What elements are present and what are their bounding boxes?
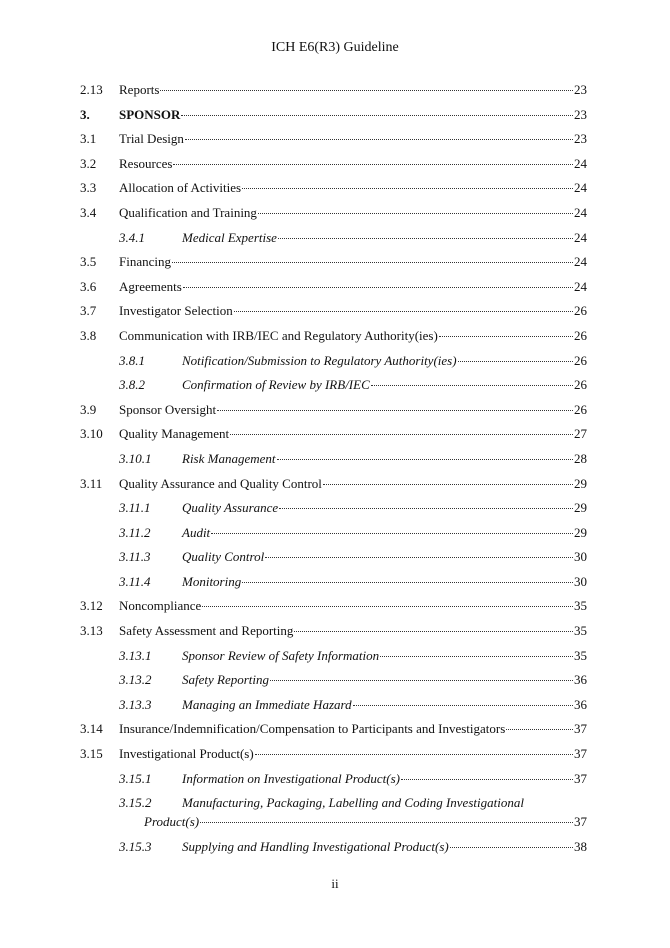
toc-entry-number: 3.12 bbox=[80, 598, 103, 614]
toc-entry-page: 26 bbox=[574, 352, 587, 368]
toc-entry-page: 36 bbox=[574, 696, 587, 712]
dot-leader bbox=[160, 90, 573, 91]
toc-entry-page: 37 bbox=[574, 770, 587, 786]
toc-entry-page: 24 bbox=[574, 229, 587, 245]
toc-entry[interactable] bbox=[0, 78, 670, 103]
toc-entry[interactable] bbox=[0, 835, 670, 860]
toc-entry[interactable] bbox=[0, 324, 670, 349]
toc-entry[interactable] bbox=[0, 398, 670, 423]
dot-leader bbox=[401, 779, 573, 780]
toc-entry-number: 3.11.4 bbox=[119, 573, 151, 589]
toc-entry-number: 3. bbox=[80, 106, 90, 122]
toc-entry-title: Sponsor Oversight bbox=[119, 401, 217, 417]
toc-entry-page: 24 bbox=[574, 155, 587, 171]
toc-entry-page: 29 bbox=[574, 524, 587, 540]
toc-entry-title: Noncompliance bbox=[119, 598, 202, 614]
toc-entry[interactable] bbox=[0, 742, 670, 767]
toc-entry-page: 26 bbox=[574, 327, 587, 343]
toc-entry-page: 24 bbox=[574, 204, 587, 220]
toc-entry-number: 3.4.1 bbox=[119, 229, 145, 245]
dot-leader bbox=[458, 361, 573, 362]
dot-leader bbox=[279, 508, 573, 509]
toc-entry-number: 3.15.3 bbox=[119, 839, 152, 855]
dot-leader bbox=[183, 287, 573, 288]
dot-leader bbox=[234, 311, 573, 312]
dot-leader bbox=[185, 139, 573, 140]
toc-entry-title: Notification/Submission to Regulatory Authority(ies) bbox=[182, 352, 457, 368]
toc-entry-page: 35 bbox=[574, 598, 587, 614]
toc-entry-page: 30 bbox=[574, 573, 587, 589]
toc-entry[interactable] bbox=[0, 545, 670, 570]
toc-entry-title: Quality Control bbox=[182, 549, 265, 565]
toc-entry-title: Safety Assessment and Reporting bbox=[119, 623, 294, 639]
toc-entry-number: 3.13 bbox=[80, 623, 103, 639]
dot-leader bbox=[258, 213, 573, 214]
toc-entry-title: Trial Design bbox=[119, 131, 184, 147]
toc-entry-title: Reports bbox=[119, 82, 160, 97]
toc-entry[interactable] bbox=[0, 767, 670, 792]
toc-entry[interactable] bbox=[0, 472, 670, 497]
toc-entry-number: 3.7 bbox=[80, 303, 97, 319]
toc-entry-page: 29 bbox=[574, 475, 587, 491]
toc-entry-number: 3.11.1 bbox=[119, 500, 151, 516]
toc-entry-title: Resources bbox=[119, 155, 173, 171]
toc-entry-page: 28 bbox=[574, 450, 587, 466]
toc-entry-number: 3.15 bbox=[80, 746, 103, 762]
toc-entry-page: 24 bbox=[574, 254, 587, 270]
toc-entry-page: 26 bbox=[574, 303, 587, 319]
toc-entry-page: 24 bbox=[574, 180, 587, 196]
toc-entry-number: 3.11.2 bbox=[119, 524, 151, 540]
toc-entry-page: 27 bbox=[574, 426, 587, 442]
toc-entry-page: 38 bbox=[574, 839, 587, 855]
toc-entry-number: 3.9 bbox=[80, 401, 97, 417]
page-number: ii bbox=[331, 876, 339, 891]
dot-leader bbox=[230, 434, 573, 435]
toc-entry-page: 37 bbox=[574, 746, 587, 762]
dot-leader bbox=[294, 631, 573, 632]
toc-entry[interactable] bbox=[0, 644, 670, 669]
toc-entry-page: 35 bbox=[574, 623, 587, 639]
toc-entry[interactable] bbox=[0, 422, 670, 447]
toc-entry[interactable] bbox=[0, 299, 670, 324]
toc-entry-title: Supplying and Handling Investigational Product(s) bbox=[182, 839, 449, 855]
toc-entry-title: Confirmation of Review by IRB/IEC bbox=[182, 377, 370, 393]
toc-entry-title: Investigational Product(s) bbox=[119, 746, 254, 762]
toc-entry[interactable] bbox=[0, 594, 670, 619]
toc-entry[interactable] bbox=[0, 103, 670, 128]
toc-entry-title: Investigator Selection bbox=[119, 303, 233, 319]
toc-entry-title: Quality Management bbox=[119, 426, 230, 442]
toc-entry-title: Quality Assurance bbox=[182, 500, 279, 516]
toc-entry-title: Qualification and Training bbox=[119, 204, 257, 220]
toc-entry-number: 3.3 bbox=[80, 180, 97, 196]
toc-entry-page: 37 bbox=[574, 814, 587, 830]
toc-entry-number: 3.11 bbox=[80, 475, 103, 491]
dot-leader bbox=[353, 705, 573, 706]
toc-entry[interactable] bbox=[0, 250, 670, 275]
dot-leader bbox=[181, 115, 573, 116]
toc-entry-title: Safety Reporting bbox=[182, 672, 270, 688]
dot-leader bbox=[242, 188, 573, 189]
dot-leader bbox=[173, 164, 573, 165]
toc-entry-number: 3.13.1 bbox=[119, 647, 152, 663]
dot-leader bbox=[323, 484, 573, 485]
dot-leader bbox=[172, 262, 573, 263]
dot-leader bbox=[217, 410, 573, 411]
toc-entry-number: 3.6 bbox=[80, 278, 97, 294]
toc-entry-title: Manufacturing, Packaging, Labelling and Coding Investigational bbox=[182, 795, 524, 811]
toc-entry[interactable] bbox=[0, 668, 670, 693]
toc-entry[interactable] bbox=[0, 693, 670, 718]
dot-leader bbox=[380, 656, 573, 657]
toc-entry-title: Insurance/Indemnification/Compensation to Participants and Investigators bbox=[119, 721, 506, 737]
toc-entry-page: 35 bbox=[574, 647, 587, 663]
toc-entry-title: Audit bbox=[182, 524, 211, 540]
dot-leader bbox=[202, 606, 573, 607]
dot-leader bbox=[255, 754, 573, 755]
toc-entry-number: 3.8.1 bbox=[119, 352, 145, 368]
toc-entry[interactable] bbox=[0, 619, 670, 644]
toc-entry-number: 2.13 bbox=[80, 82, 103, 97]
toc-entry-page: 23 bbox=[574, 106, 587, 122]
toc-entry[interactable] bbox=[0, 176, 670, 201]
dot-leader bbox=[450, 847, 573, 848]
dot-leader bbox=[506, 729, 573, 730]
toc-entry-page: 26 bbox=[574, 401, 587, 417]
toc-entry-title: Monitoring bbox=[182, 573, 242, 589]
toc-entry-number: 3.10.1 bbox=[119, 450, 152, 466]
dot-leader bbox=[242, 582, 573, 583]
toc-entry-page: 24 bbox=[574, 278, 587, 294]
toc-entry-page: 30 bbox=[574, 549, 587, 565]
toc-entry[interactable] bbox=[0, 496, 670, 521]
toc-entry-page: 29 bbox=[574, 500, 587, 516]
toc-entry-title: Information on Investigational Product(s) bbox=[182, 770, 400, 786]
toc-entry-title: Agreements bbox=[119, 278, 182, 294]
toc-entry[interactable] bbox=[0, 570, 670, 595]
toc-entry[interactable] bbox=[0, 201, 670, 226]
toc-entry-page: 26 bbox=[574, 377, 587, 393]
toc-entry-number: 3.13.2 bbox=[119, 672, 152, 688]
dot-leader bbox=[278, 238, 573, 239]
toc-entry-number: 3.2 bbox=[80, 155, 97, 171]
toc-entry-page: 23 bbox=[574, 82, 587, 97]
page-header: ICH E6(R3) Guideline bbox=[271, 40, 399, 55]
dot-leader bbox=[211, 533, 573, 534]
toc-entry[interactable] bbox=[0, 791, 670, 835]
toc-entry-title: Managing an Immediate Hazard bbox=[182, 696, 352, 712]
toc-entry[interactable] bbox=[0, 127, 670, 152]
toc-entry-title: Allocation of Activities bbox=[119, 180, 242, 196]
toc-entry-number: 3.8 bbox=[80, 327, 97, 343]
toc-entry-title: Medical Expertise bbox=[182, 229, 277, 245]
toc-entry-title-continued: Product(s) bbox=[144, 814, 200, 830]
toc-entry[interactable] bbox=[0, 521, 670, 546]
dot-leader bbox=[265, 557, 573, 558]
dot-leader bbox=[270, 680, 573, 681]
toc-entry-page: 37 bbox=[574, 721, 587, 737]
toc-entry[interactable] bbox=[0, 447, 670, 472]
toc-entry-title: Risk Management bbox=[182, 450, 276, 466]
dot-leader bbox=[439, 336, 573, 337]
toc-entry-number: 3.1 bbox=[80, 131, 97, 147]
toc-entry-number: 3.15.2 bbox=[119, 795, 152, 811]
toc-entry-number: 3.11.3 bbox=[119, 549, 151, 565]
toc-entry-number: 3.5 bbox=[80, 254, 97, 270]
toc-entry[interactable] bbox=[0, 275, 670, 300]
table-of-contents bbox=[0, 78, 670, 860]
toc-entry-number: 3.8.2 bbox=[119, 377, 145, 393]
toc-entry[interactable] bbox=[0, 373, 670, 398]
toc-entry-number: 3.15.1 bbox=[119, 770, 152, 786]
toc-entry-number: 3.13.3 bbox=[119, 696, 152, 712]
toc-entry[interactable] bbox=[0, 226, 670, 251]
dot-leader bbox=[371, 385, 573, 386]
toc-entry-title: Financing bbox=[119, 254, 171, 270]
toc-entry-number: 3.10 bbox=[80, 426, 103, 442]
toc-entry-title: SPONSOR bbox=[119, 106, 181, 122]
toc-entry-title: Quality Assurance and Quality Control bbox=[119, 475, 322, 491]
toc-entry-number: 3.4 bbox=[80, 204, 97, 220]
toc-entry[interactable] bbox=[0, 152, 670, 177]
toc-entry[interactable] bbox=[0, 349, 670, 374]
toc-entry-page: 36 bbox=[574, 672, 587, 688]
dot-leader bbox=[277, 459, 573, 460]
toc-entry-number: 3.14 bbox=[80, 721, 103, 737]
toc-entry-title: Communication with IRB/IEC and Regulatory Authority(ies) bbox=[119, 327, 438, 343]
toc-entry-title: Sponsor Review of Safety Information bbox=[182, 647, 380, 663]
toc-entry[interactable] bbox=[0, 717, 670, 742]
toc-entry-page: 23 bbox=[574, 131, 587, 147]
dot-leader bbox=[200, 822, 573, 823]
